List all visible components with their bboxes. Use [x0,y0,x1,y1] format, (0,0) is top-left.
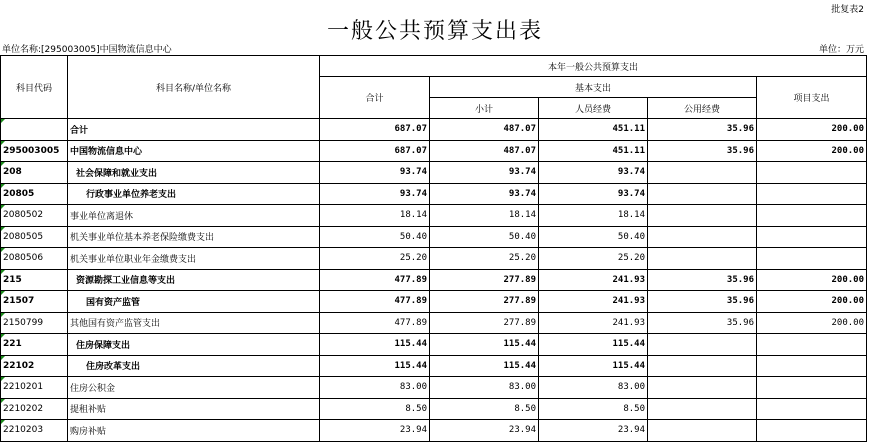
cell-personnel: 451.11 [539,119,648,141]
cell-subtotal: 277.89 [430,291,539,313]
cell-public [648,162,757,184]
cell-name: 事业单位离退休 [68,205,320,227]
cell-public [648,248,757,270]
table-row [1,334,867,356]
cell-code: 22102 [1,355,68,377]
table-row [1,205,867,227]
cell-personnel: 50.40 [539,226,648,248]
cell-name: 机关事业单位基本养老保险缴费支出 [68,226,320,248]
cell-code: 20805 [1,183,68,205]
cell-public: 35.96 [648,312,757,334]
cell-project [757,205,867,227]
header-group: 本年一般公共预算支出 [320,56,867,77]
cell-total: 477.89 [320,312,430,334]
cell-subtotal: 93.74 [430,162,539,184]
cell-subtotal: 93.74 [430,183,539,205]
currency-unit-label: 单位：万元 [818,45,864,55]
cell-personnel: 18.14 [539,205,648,227]
table-row [1,377,867,399]
cell-public [648,226,757,248]
cell-total: 83.00 [320,377,430,399]
cell-personnel: 241.93 [539,291,648,313]
cell-personnel: 25.20 [539,248,648,270]
cell-total: 115.44 [320,355,430,377]
cell-total: 25.20 [320,248,430,270]
cell-personnel: 93.74 [539,183,648,205]
cell-subtotal: 83.00 [430,377,539,399]
cell-personnel: 451.11 [539,140,648,162]
cell-name: 社会保障和就业支出 [68,162,320,184]
cell-project [757,183,867,205]
cell-name: 住房公积金 [68,377,320,399]
cell-code: 295003005 [1,140,68,162]
cell-subtotal: 277.89 [430,269,539,291]
cell-code: 215 [1,269,68,291]
cell-total: 23.94 [320,420,430,442]
cell-total: 687.07 [320,140,430,162]
cell-name: 其他国有资产监管支出 [68,312,320,334]
cell-total: 93.74 [320,162,430,184]
cell-code: 2080506 [1,248,68,270]
table-row [1,140,867,162]
cell-personnel: 241.93 [539,312,648,334]
cell-code: 21507 [1,291,68,313]
cell-public: 35.96 [648,291,757,313]
header-public: 公用经费 [648,98,757,119]
cell-personnel: 115.44 [539,334,648,356]
cell-project: 200.00 [757,140,867,162]
table-number-label: 批复表2 [831,5,864,15]
cell-project: 200.00 [757,312,867,334]
cell-project [757,162,867,184]
table-row [1,162,867,184]
cell-total: 8.50 [320,398,430,420]
cell-subtotal: 487.07 [430,140,539,162]
cell-project [757,248,867,270]
cell-total: 687.07 [320,119,430,141]
cell-subtotal: 18.14 [430,205,539,227]
cell-name: 国有资产监管 [68,291,320,313]
cell-personnel: 93.74 [539,162,648,184]
cell-personnel: 115.44 [539,355,648,377]
cell-name: 机关事业单位职业年金缴费支出 [68,248,320,270]
cell-project [757,420,867,442]
cell-project: 200.00 [757,119,867,141]
cell-subtotal: 23.94 [430,420,539,442]
cell-subtotal: 8.50 [430,398,539,420]
cell-public [648,183,757,205]
cell-code: 208 [1,162,68,184]
cell-total: 50.40 [320,226,430,248]
cell-subtotal: 487.07 [430,119,539,141]
cell-name: 资源勘探工业信息等支出 [68,269,320,291]
table-row [1,420,867,442]
table-row [1,183,867,205]
cell-total: 115.44 [320,334,430,356]
cell-project [757,398,867,420]
table-row [1,312,867,334]
table-row [1,398,867,420]
cell-name: 购房补贴 [68,420,320,442]
cell-code: 2210201 [1,377,68,399]
cell-total: 477.89 [320,269,430,291]
cell-personnel: 241.93 [539,269,648,291]
header-name: 科目名称/单位名称 [68,56,320,119]
cell-name: 中国物流信息中心 [68,140,320,162]
table-row [1,226,867,248]
cell-code [1,119,68,141]
cell-name: 提租补贴 [68,398,320,420]
cell-project [757,355,867,377]
cell-subtotal: 277.89 [430,312,539,334]
cell-name: 行政事业单位养老支出 [68,183,320,205]
cell-public: 35.96 [648,140,757,162]
header-project: 项目支出 [757,77,867,119]
cell-personnel: 8.50 [539,398,648,420]
cell-name: 合计 [68,119,320,141]
cell-total: 477.89 [320,291,430,313]
table-row [1,269,867,291]
cell-code: 2150799 [1,312,68,334]
cell-total: 93.74 [320,183,430,205]
cell-project: 200.00 [757,269,867,291]
unit-name-label: 单位名称:[295003005]中国物流信息中心 [2,45,172,55]
cell-personnel: 23.94 [539,420,648,442]
cell-subtotal: 115.44 [430,355,539,377]
cell-public [648,334,757,356]
table-row [1,355,867,377]
cell-public [648,205,757,227]
cell-project [757,377,867,399]
cell-public [648,398,757,420]
cell-project [757,226,867,248]
header-code: 科目代码 [1,56,68,119]
table-row [1,291,867,313]
cell-total: 18.14 [320,205,430,227]
cell-public [648,377,757,399]
cell-public: 35.96 [648,119,757,141]
cell-personnel: 83.00 [539,377,648,399]
cell-public [648,355,757,377]
cell-public [648,420,757,442]
cell-public: 35.96 [648,269,757,291]
cell-project: 200.00 [757,291,867,313]
cell-name: 住房保障支出 [68,334,320,356]
table-row [1,248,867,270]
cell-subtotal: 25.20 [430,248,539,270]
budget-table [0,55,867,442]
cell-code: 2080505 [1,226,68,248]
cell-code: 221 [1,334,68,356]
header-subtotal: 小计 [430,98,539,119]
cell-code: 2210203 [1,420,68,442]
cell-name: 住房改革支出 [68,355,320,377]
header-total: 合计 [320,77,430,119]
cell-subtotal: 115.44 [430,334,539,356]
cell-code: 2210202 [1,398,68,420]
page-title: 一般公共预算支出表 [326,19,543,44]
cell-subtotal: 50.40 [430,226,539,248]
header-personnel: 人员经费 [539,98,648,119]
cell-code: 2080502 [1,205,68,227]
header-basic: 基本支出 [430,77,757,98]
cell-project [757,334,867,356]
table-row [1,119,867,141]
